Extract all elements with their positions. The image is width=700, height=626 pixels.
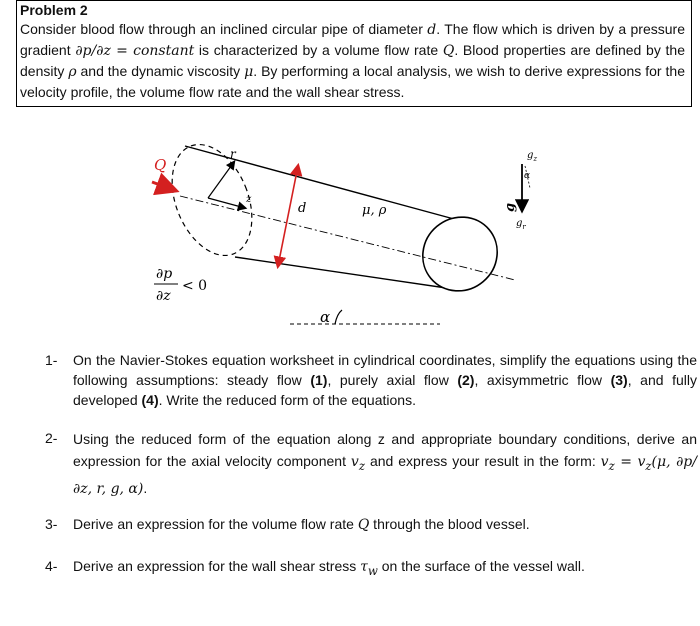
dp-numerator: ∂p	[156, 266, 173, 282]
intro-text: . By performing a local analysis, we wish to derive expressions for the velocity profile, the volume flow rate and the wall shear stress.	[20, 63, 685, 100]
question-text: Derive an expression for the volume flow rate Q through the blood vessel.	[73, 516, 530, 533]
diameter-arrow	[278, 166, 298, 266]
label-gz: $g_z$	[527, 150, 538, 163]
question-number: 3-	[45, 516, 58, 532]
symbol-rho: ρ	[68, 64, 77, 80]
flow-arrow	[152, 182, 174, 190]
pipe-outlet-ellipse	[408, 202, 513, 306]
label-gr: $g_r$	[516, 218, 526, 231]
question-text: On the Navier-Stokes equation worksheet in cylindrical coordinates, simplify the equations using the following assumptions: steady flow (1), purely axial flow (2), axisymmetric flow (3), and fully developed (4). Write the reduced form of the equations.	[73, 352, 697, 408]
dp-inequality: < 0	[182, 278, 208, 294]
intro-text: is characterized by a volume flow rate	[194, 42, 443, 58]
label-mu-rho: μ, ρ	[362, 203, 387, 218]
symbol-mu: μ	[244, 64, 254, 80]
label-Q: Q	[154, 156, 167, 174]
inclined-pipe-diagram	[130, 132, 538, 332]
label-alpha-small: α	[524, 171, 531, 181]
question-number: 2-	[45, 430, 58, 446]
problem-header	[16, 0, 692, 19]
label-r: r	[230, 147, 236, 161]
question-text: Derive an expression for the wall shear stress $\tau_w$ on the surface of the vessel wall.	[73, 558, 585, 578]
intro-text: . Blood properties are defined by the density	[20, 42, 685, 79]
intro-text: Consider blood flow through an inclined circular pipe of diameter	[20, 21, 428, 37]
z-axis	[208, 198, 245, 208]
symbol-Q: Q	[442, 43, 455, 59]
symbol-pressure-gradient: ∂p/∂z = constant	[75, 43, 195, 59]
intro-text: and the dynamic viscosity	[76, 63, 245, 79]
problem-title: Problem 2	[20, 2, 88, 18]
symbol-d: d	[427, 22, 437, 38]
symbol-tau-w: $\tau_w$	[360, 559, 378, 578]
question-number: 4-	[45, 558, 58, 574]
symbol-Q: Q	[357, 517, 370, 533]
question-text: Using the reduced form of the equation along z and appropriate boundary conditions, derive an expression for the axial velocity component $v_z$ and express your result in the form: $v_z = v_z(\mu$, ∂p/∂z, r, g, α).	[73, 431, 697, 497]
symbol-vz: $v_z$	[350, 454, 365, 473]
problem-intro	[16, 19, 692, 107]
question-number: 1-	[45, 352, 58, 368]
pipe-top-wall	[185, 146, 465, 222]
r-axis	[208, 162, 234, 198]
intro-text: . The flow which is driven by a pressure gradient	[20, 21, 685, 58]
velocity-formula: $v_z = v_z(\mu$, ∂p/∂z, r, g, α)	[73, 454, 697, 497]
label-d: d	[298, 201, 307, 216]
label-alpha: α	[320, 308, 331, 326]
label-z: z	[246, 194, 252, 205]
dp-denominator: ∂z	[156, 288, 171, 304]
label-g: g	[503, 202, 518, 212]
angle-arc	[335, 310, 342, 324]
